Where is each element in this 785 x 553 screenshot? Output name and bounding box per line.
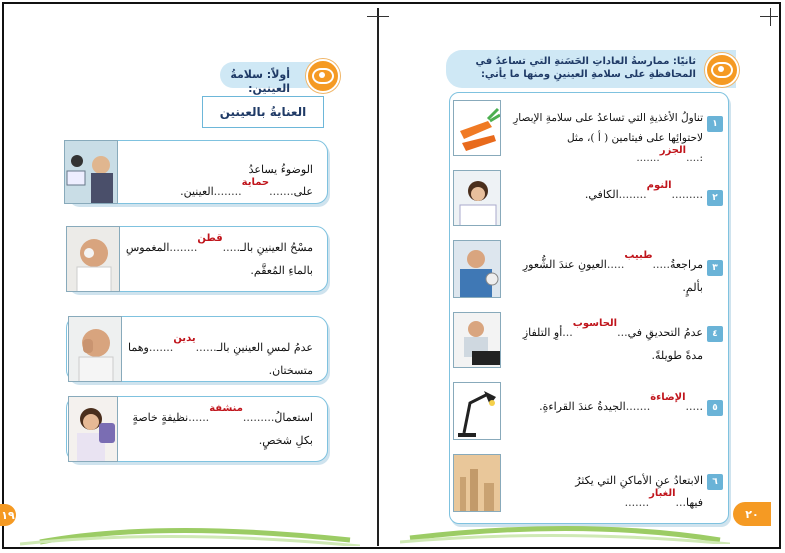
answer-label: النوم xyxy=(646,180,672,191)
care-text-4: استعمالُ.........منشفة......نظيفةٍ خاصةٍ بكلِ شخصٍ. xyxy=(132,403,313,447)
bottom-decoration xyxy=(20,524,360,546)
photo-touching-eye xyxy=(68,316,122,382)
photo-carrots xyxy=(453,100,501,156)
eye-icon xyxy=(306,59,340,93)
habit-number: ٤ xyxy=(707,326,723,342)
habit-text-5: .....الإضاءة.......الجيدةُ عندَ القراءةِ. xyxy=(539,392,703,413)
answer-label: الإضاءة xyxy=(650,392,686,403)
habit-number: ٥ xyxy=(707,400,723,416)
habit-number: ٦ xyxy=(707,474,723,490)
answer-label: الحاسوب xyxy=(572,318,618,329)
care-text-2: مسْحُ العينينِ بالـ.....قطن........المغموسِ بالماءِ المُعقَّم. xyxy=(125,233,313,277)
right-section-title: ثانيًا: ممارسةُ العاداتِ الحَسَنةِ التي تساعدُ في المحافظةِ على سلامةِ العينينِ ومنها ما يأتي: xyxy=(446,50,736,88)
habit-text-4: عدمُ التحديقِ في...الحاسوب...أوِ التلفازِ مدةً طويلةً. xyxy=(522,318,703,362)
habit-number: ١ xyxy=(707,116,723,132)
photo-wiping-eyes xyxy=(66,226,120,292)
habit-text-6: الابتعادُ عنِ الأماكنِ التي يكثرُ فيها...الغبار....... xyxy=(575,474,703,509)
box-title: العنايةُ بالعينين xyxy=(202,96,324,128)
crop-mark xyxy=(770,8,771,26)
answer-label: يدين xyxy=(173,333,196,344)
care-text-3: عدمُ لمسِ العينينِ بالـ......يدين.......وهما متسختان. xyxy=(128,333,313,377)
habit-text-2: .........النوم........الكافي. xyxy=(584,180,703,201)
photo-doctor xyxy=(453,240,501,298)
answer-label: الجزر xyxy=(659,145,687,156)
answer-label: طبيب xyxy=(624,250,653,261)
photo-sleeping xyxy=(453,170,501,226)
habit-text-3: مراجعةُ.....طبيب.....العيونِ عندَ الشُّعورِ بألمٍ. xyxy=(522,250,703,294)
habit-text-1: تناولُ الأغذيةِ التي تساعدُ على سلامةِ الإبصارِ لاحتوائِها على فيتامين ( أ )، مثل :....الجزر....... xyxy=(513,112,703,164)
photo-washing-face xyxy=(64,140,118,204)
answer-label: حماية xyxy=(241,177,270,188)
answer-label: قطن xyxy=(197,233,223,244)
photo-girl-towel xyxy=(68,396,118,462)
bottom-decoration xyxy=(400,522,730,544)
eye-icon xyxy=(705,53,739,87)
book-spine xyxy=(377,8,379,546)
care-text-1: الوضوءُ يساعدُ على.......حماية........العينين. xyxy=(180,163,313,198)
photo-dusty-city xyxy=(453,454,501,512)
habit-number: ٣ xyxy=(707,260,723,276)
habit-number: ٢ xyxy=(707,190,723,206)
answer-label: منشفة xyxy=(209,403,243,414)
photo-desk-lamp xyxy=(453,382,501,440)
right-page-number: ٢٠ xyxy=(733,502,771,526)
left-page-number: ١٩ xyxy=(0,504,16,526)
answer-label: الغبار xyxy=(649,488,676,499)
left-section-title: أولاً: سلامةُ العينين: xyxy=(220,62,330,88)
crop-mark xyxy=(760,16,778,17)
crop-mark xyxy=(367,16,389,17)
photo-computer xyxy=(453,312,501,368)
